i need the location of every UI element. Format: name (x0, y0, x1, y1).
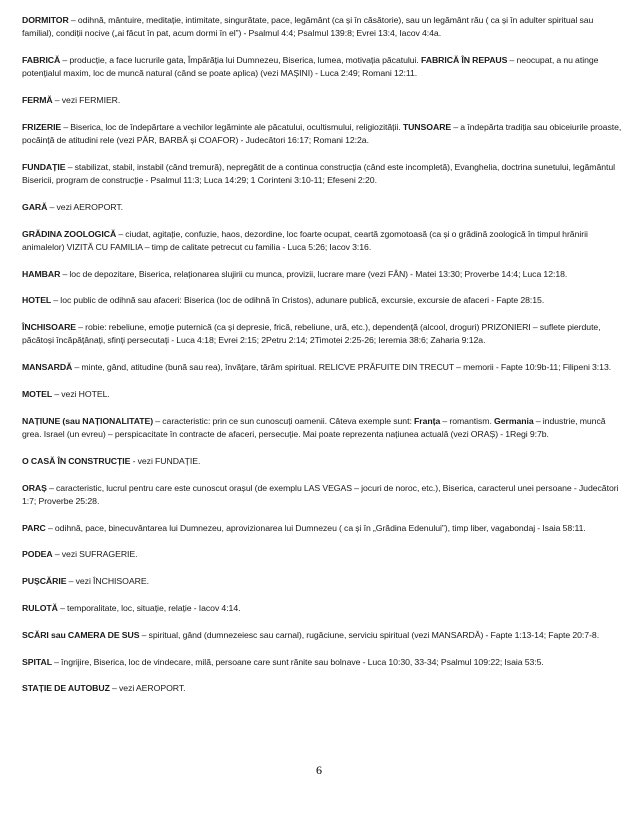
dictionary-entry (22, 629, 622, 642)
dictionary-entry (22, 388, 622, 401)
entry-term: MOTEL (22, 388, 53, 399)
entry-text: – neocupat, a nu atinge potențialul maxim, loc de muncă natural (când se poate aplica) (vezi MAȘINI) - Luca 2:49; Romani 12:11. (22, 55, 599, 79)
entry-text: – producție, a face lucrurile gata, Împărăția lui Dumnezeu, Biserica, lumea, motivația păcatului. (60, 55, 421, 65)
dictionary-entry (22, 201, 622, 214)
entry-term: FUNDAȚIE (22, 161, 66, 172)
dictionary-entry (22, 161, 622, 187)
entry-text: – romantism. (440, 415, 494, 426)
entry-term: PUȘCĂRIE (22, 576, 67, 587)
dictionary-entry (22, 522, 622, 535)
entry-text: – Biserica, loc de îndepărtare a vechilor legăminte ale păcatului, ocultismului, religiozității. (61, 121, 403, 132)
entry-term: GRĂDINA ZOOLOGICĂ (22, 228, 117, 239)
dictionary-entry (22, 656, 622, 669)
page-number: 6 (316, 763, 322, 777)
entry-term: HAMBAR (22, 268, 61, 279)
entry-term: FABRICĂ ÎN REPAUS (420, 55, 508, 65)
entry-text: – vezi AEROPORT. (47, 201, 124, 212)
entry-text: - vezi FUNDAȚIE. (130, 455, 201, 466)
entry-term: FRIZERIE (22, 121, 62, 132)
entry-term: FERMĂ (22, 95, 53, 105)
entry-text: – vezi AEROPORT. (109, 683, 186, 694)
dictionary-entry (22, 54, 622, 80)
entry-text: – loc de depozitare, Biserica, relaționarea slujirii cu munca, provizii, lucrare mare (vezi FÂN) - Matei 13:30; Proverbe 14:4; Luca 12:18. (60, 268, 568, 279)
entry-term: SPITAL (22, 656, 52, 667)
entry-text: – industrie, muncă grea. Israel (un evreu) – perspicacitate în contracte de afaceri, persecuție. Mai poate reprezenta națiunea actuală (vezi ORAȘ) - 1Regi 9:7b. (22, 415, 606, 439)
dictionary-entry (22, 682, 622, 695)
dictionary-entry (22, 548, 622, 561)
entry-term: GARĂ (22, 201, 48, 212)
entry-text: – îngrijire, Biserica, loc de vindecare, milă, persoane care sunt rănite sau bolnave - Luca 10:30, 33-34; Psalmul 109:22; Isaia 53:5. (51, 656, 544, 667)
dictionary-entry (22, 602, 622, 615)
entry-text: – vezi HOTEL. (52, 388, 110, 399)
entry-text: – odihnă, pace, binecuvântarea lui Dumnezeu, aprovizionarea lui Dumnezeu ( ca și în „Grădina Edenului”), timp liber, vagabondaj - Isaia 58:11. (45, 522, 586, 533)
dictionary-entry (22, 361, 622, 374)
entry-term: Germania (494, 415, 534, 426)
entry-term: ÎNCHISOARE (22, 322, 77, 333)
entry-term: NAȚIUNE (sau NAȚIONALITATE) (22, 415, 154, 426)
dictionary-entry (22, 415, 622, 441)
entry-term: FABRICĂ (22, 55, 61, 65)
entry-text: – stabilizat, stabil, instabil (când tremură), nepregătit de a continua construcția (când este incompletă), Evanghelia, doctrina sunetului, legământul Bisericii, program de construcție - Psalmul 11:3; Luca 14:29; 1 Corinteni 3:10-11; Efeseni 2:20. (22, 161, 616, 185)
entry-text: – a îndepărta tradiția sau obiceiurile proaste, pocăință de atitudini rele (vezi PĂR, BARBĂ și COAFOR) - Judecători 16:17; Romani 12:2a. (22, 121, 622, 145)
entry-term: TUNSOARE (402, 121, 452, 132)
entry-text: – vezi ÎNCHISOARE. (66, 576, 149, 587)
entry-text: – vezi FERMIER. (52, 95, 121, 105)
dictionary-entry (22, 575, 622, 588)
dictionary-entry (22, 121, 622, 147)
entry-term: HOTEL (22, 295, 52, 306)
entry-text: – odihnă, mântuire, meditație, intimitate, singurătate, pace, legământ (ca și în căsătorie), sau un legământ rău ( ca și în adulter spiritual sau familial), condiții nocive („ai făcut în pat, acum dormi în el”) - Psalmul 4:4; Psalmul 139:8; Evrei 13:4, Iacov 4:4a. (22, 15, 594, 39)
entry-term: SCĂRI sau CAMERA DE SUS (22, 629, 140, 640)
entry-term: MANSARDĂ (22, 362, 73, 373)
entry-text: – minte, gând, atitudine (bună sau rea), învățare, tărâm spiritual. RELICVE PRĂFUITE DIN TRECUT – memorii - Fapte 10:9b-11; Filipeni 3:13. (72, 362, 612, 373)
entry-term: Franța (413, 415, 441, 426)
entry-text: – loc public de odihnă sau afaceri: Biserica (loc de odihnă în Cristos), adunare publică, excursie, excursie de afaceri - Fapte 28:15. (51, 295, 545, 306)
dictionary-entry (22, 228, 622, 254)
entry-text: – robie: rebeliune, emoție puternică (ca și depresie, frică, rebeliune, ură, etc.), dependență (alcool, droguri) PRIZONIERI – suflete pierdute, păcătoși încăpățânați, sfinți persecutați - Luca 4:18; Evrei 2:15; 2Petru 2:14; 2Timotei 2:25-26; Ieremia 38:6; Zaharia 9:12a. (22, 322, 601, 346)
entry-text: – caracteristic: prin ce sun cunoscuți oamenii. Câteva exemple sunt: (153, 415, 414, 426)
entry-term: ORAȘ (22, 482, 47, 493)
dictionary-entry (22, 268, 622, 281)
entry-text: – vezi SUFRAGERIE. (52, 549, 138, 560)
entry-text: – temporalitate, loc, situație, relație - Iacov 4:14. (57, 602, 241, 613)
entry-text: – ciudat, agitație, confuzie, haos, dezordine, loc foarte ocupat, ceartă zgomotoasă (ca și o grădină zoologică în timpul hrănirii animalelor) VIZITĂ CU FAMILIA – timp de calitate petrecut cu familia - Luca 5:26; Iacov 3:16. (22, 228, 588, 252)
dictionary-entry (22, 455, 622, 468)
dictionary-entry (22, 321, 622, 347)
entry-text: – caracteristic, lucrul pentru care este cunoscut orașul (de exemplu LAS VEGAS – jocuri de noroc, etc.), Biserica, caracterul unei persoane - Judecători 1:7; Proverbe 25:28. (22, 482, 619, 506)
dictionary-entry (22, 294, 622, 307)
dictionary-entry (22, 482, 622, 508)
entry-term: STAȚIE DE AUTOBUZ (22, 683, 110, 694)
dictionary-entry (22, 94, 622, 107)
entry-term: O CASĂ ÎN CONSTRUCȚIE (22, 455, 131, 466)
entry-term: PODEA (22, 549, 53, 560)
entry-text: – spiritual, gând (dumnezeiesc sau carnal), rugăciune, serviciu spiritual (vezi MANSARDĂ) - Fapte 1:13-14; Fapte 20:7-8. (139, 629, 600, 640)
dictionary-entries (22, 14, 622, 709)
dictionary-entry (22, 14, 622, 40)
entry-term: PARC (22, 522, 46, 533)
entry-term: DORMITOR (22, 15, 69, 25)
entry-term: RULOTĂ (22, 602, 58, 613)
